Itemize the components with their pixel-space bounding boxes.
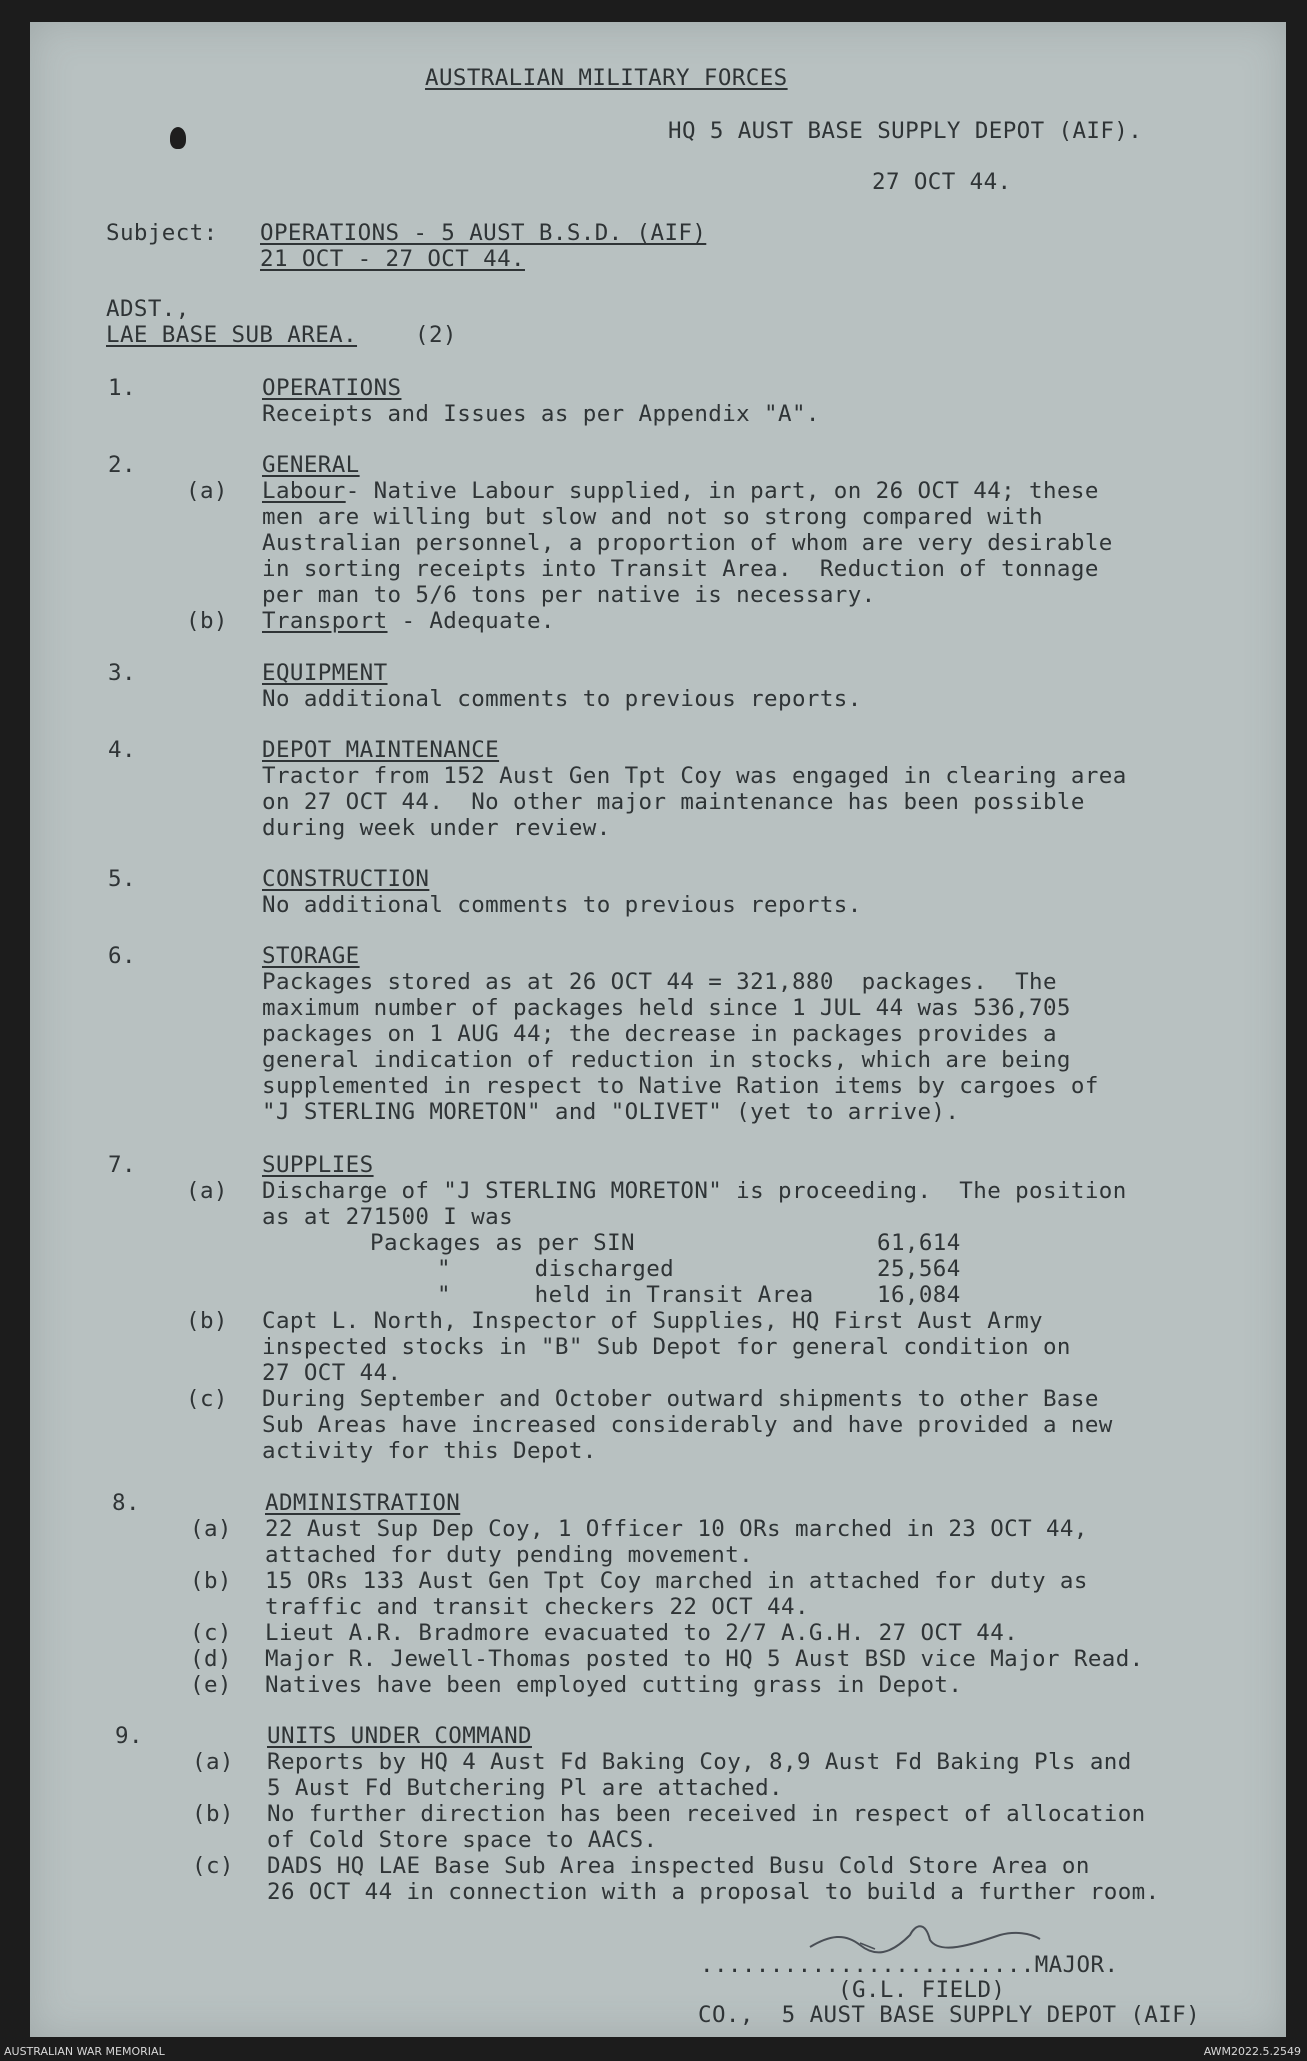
section-7b-line-1: Capt L. North, Inspector of Supplies, HQ First Aust Army: [262, 1308, 1043, 1334]
section-7c-line-2: Sub Areas have increased considerably and have provided a new: [262, 1412, 1113, 1438]
section-4-number: 4.: [108, 737, 136, 763]
section-7c-label: (c): [186, 1386, 228, 1412]
section-8b-line-2: traffic and transit checkers 22 OCT 44.: [265, 1594, 809, 1620]
section-1-heading: OPERATIONS: [262, 375, 402, 401]
section-9a-label: (a): [192, 1749, 234, 1775]
section-7a-label: (a): [186, 1178, 228, 1204]
section-6-line-2: maximum number of packages held since 1 JUL 44 was 536,705: [262, 995, 1071, 1021]
section-7b-label: (b): [186, 1308, 228, 1334]
section-7-heading: SUPPLIES: [262, 1152, 374, 1178]
transport-heading: Transport: [262, 608, 388, 634]
section-5-heading: CONSTRUCTION: [262, 866, 430, 892]
subject-line-1: OPERATIONS - 5 AUST B.S.D. (AIF): [260, 220, 707, 246]
section-7c-line-3: activity for this Depot.: [262, 1438, 597, 1464]
section-7b-line-3: 27 OCT 44.: [262, 1360, 402, 1386]
addressee-2: LAE BASE SUB AREA.: [106, 322, 358, 348]
punch-hole: [170, 127, 186, 149]
supplies-row-2-value: 25,564: [877, 1256, 961, 1282]
section-1-number: 1.: [108, 375, 136, 401]
section-2a-line-4: in sorting receipts into Transit Area. Reduction of tonnage: [262, 556, 1099, 582]
section-2a-line-3: Australian personnel, a proportion of whom are very desirable: [262, 530, 1113, 556]
section-7a-line-1: Discharge of "J STERLING MORETON" is proceeding. The position: [262, 1178, 1127, 1204]
section-8a-line-1: 22 Aust Sup Dep Coy, 1 Officer 10 ORs marched in 23 OCT 44,: [265, 1516, 1088, 1542]
section-3-line: No additional comments to previous reports.: [262, 686, 862, 712]
section-4-heading: DEPOT MAINTENANCE: [262, 737, 500, 763]
section-6-line-6: "J STERLING MORETON" and "OLIVET" (yet to arrive).: [262, 1099, 960, 1125]
signature-line: ........................MAJOR.: [700, 1952, 1119, 1978]
section-8d-line: Major R. Jewell-Thomas posted to HQ 5 Aust BSD vice Major Read.: [265, 1646, 1144, 1672]
section-8-number: 8.: [112, 1490, 140, 1516]
section-6-heading: STORAGE: [262, 943, 360, 969]
section-2b-label: (b): [186, 608, 228, 634]
section-8b-label: (b): [190, 1568, 232, 1594]
labour-heading: Labour: [262, 478, 346, 504]
section-4-line-1: Tractor from 152 Aust Gen Tpt Coy was engaged in clearing area: [262, 763, 1127, 789]
addressee-copy: (2): [415, 322, 457, 348]
section-7-number: 7.: [108, 1152, 136, 1178]
supplies-row-1-label: Packages as per SIN: [370, 1230, 635, 1256]
signatory-name: (G.L. FIELD): [838, 1977, 1006, 2003]
subject-label: Subject:: [106, 220, 218, 246]
section-8a-line-2: attached for duty pending movement.: [265, 1542, 754, 1568]
section-8e-line: Natives have been employed cutting grass in Depot.: [265, 1672, 963, 1698]
labour-text: - Native Labour supplied, in part, on 26 OCT 44; these: [345, 478, 1099, 504]
supplies-row-3-value: 16,084: [877, 1282, 961, 1308]
section-7c-line-1: During September and October outward shipments to other Base: [262, 1386, 1099, 1412]
section-6-number: 6.: [108, 943, 136, 969]
subject-line-2: 21 OCT - 27 OCT 44.: [260, 246, 525, 272]
section-2-number: 2.: [108, 452, 136, 478]
addressee-1: ADST.,: [106, 296, 190, 322]
section-9c-label: (c): [192, 1853, 234, 1879]
section-8e-label: (e): [190, 1672, 232, 1698]
transport-text: - Adequate.: [387, 608, 555, 634]
section-2a-label: (a): [186, 478, 228, 504]
section-6-line-1: Packages stored as at 26 OCT 44 = 321,880 packages. The: [262, 969, 1057, 995]
unit-name: HQ 5 AUST BASE SUPPLY DEPOT (AIF).: [668, 118, 1143, 144]
section-8b-line-1: 15 ORs 133 Aust Gen Tpt Coy marched in attached for duty as: [265, 1568, 1088, 1594]
section-9c-line-2: 26 OCT 44 in connection with a proposal to build a further room.: [267, 1879, 1160, 1905]
signatory-role: CO., 5 AUST BASE SUPPLY DEPOT (AIF): [698, 2002, 1201, 2028]
section-9-number: 9.: [115, 1723, 143, 1749]
supplies-row-1-value: 61,614: [877, 1230, 961, 1256]
section-2-heading: GENERAL: [262, 452, 360, 478]
section-3-heading: EQUIPMENT: [262, 660, 388, 686]
section-2a-line-2: men are willing but slow and not so strong compared with: [262, 504, 1043, 530]
section-9a-line-1: Reports by HQ 4 Aust Fd Baking Coy, 8,9 Aust Fd Baking Pls and: [267, 1749, 1132, 1775]
section-8d-label: (d): [190, 1646, 232, 1672]
section-9c-line-1: DADS HQ LAE Base Sub Area inspected Busu Cold Store Area on: [267, 1853, 1090, 1879]
section-5-number: 5.: [108, 866, 136, 892]
section-2b-line: [262, 608, 555, 634]
document-title: AUSTRALIAN MILITARY FORCES: [425, 65, 788, 91]
section-9-heading: UNITS UNDER COMMAND: [267, 1723, 532, 1749]
section-5-line: No additional comments to previous reports.: [262, 892, 862, 918]
section-6-line-5: supplemented in respect to Native Ration items by cargoes of: [262, 1073, 1099, 1099]
section-4-line-3: during week under review.: [262, 815, 611, 841]
footer-reference: AWM2022.5.2549: [1203, 2045, 1301, 2058]
section-8-heading: ADMINISTRATION: [265, 1490, 461, 1516]
supplies-row-3-label: " held in Transit Area: [437, 1282, 814, 1308]
document-date: 27 OCT 44.: [872, 169, 1012, 195]
section-9b-label: (b): [192, 1801, 234, 1827]
section-8a-label: (a): [190, 1516, 232, 1542]
section-2a-line-5: per man to 5/6 tons per native is necessary.: [262, 582, 876, 608]
section-9a-line-2: 5 Aust Fd Butchering Pl are attached.: [267, 1775, 784, 1801]
section-9b-line-1: No further direction has been received in respect of allocation: [267, 1801, 1146, 1827]
supplies-row-2-label: " discharged: [437, 1256, 675, 1282]
section-7a-line-2: as at 271500 I was: [262, 1204, 514, 1230]
section-8c-label: (c): [190, 1620, 232, 1646]
footer-source: AUSTRALIAN WAR MEMORIAL: [4, 2045, 165, 2058]
section-1-line: Receipts and Issues as per Appendix "A".: [262, 401, 820, 427]
section-6-line-3: packages on 1 AUG 44; the decrease in packages provides a: [262, 1021, 1057, 1047]
section-4-line-2: on 27 OCT 44. No other major maintenance has been possible: [262, 789, 1085, 815]
section-3-number: 3.: [108, 660, 136, 686]
section-9b-line-2: of Cold Store space to AACS.: [267, 1827, 658, 1853]
section-7b-line-2: inspected stocks in "B" Sub Depot for general condition on: [262, 1334, 1071, 1360]
section-2a-line-1: [262, 478, 1099, 504]
section-6-line-4: general indication of reduction in stocks, which are being: [262, 1047, 1071, 1073]
section-8c-line: Lieut A.R. Bradmore evacuated to 2/7 A.G.H. 27 OCT 44.: [265, 1620, 1019, 1646]
